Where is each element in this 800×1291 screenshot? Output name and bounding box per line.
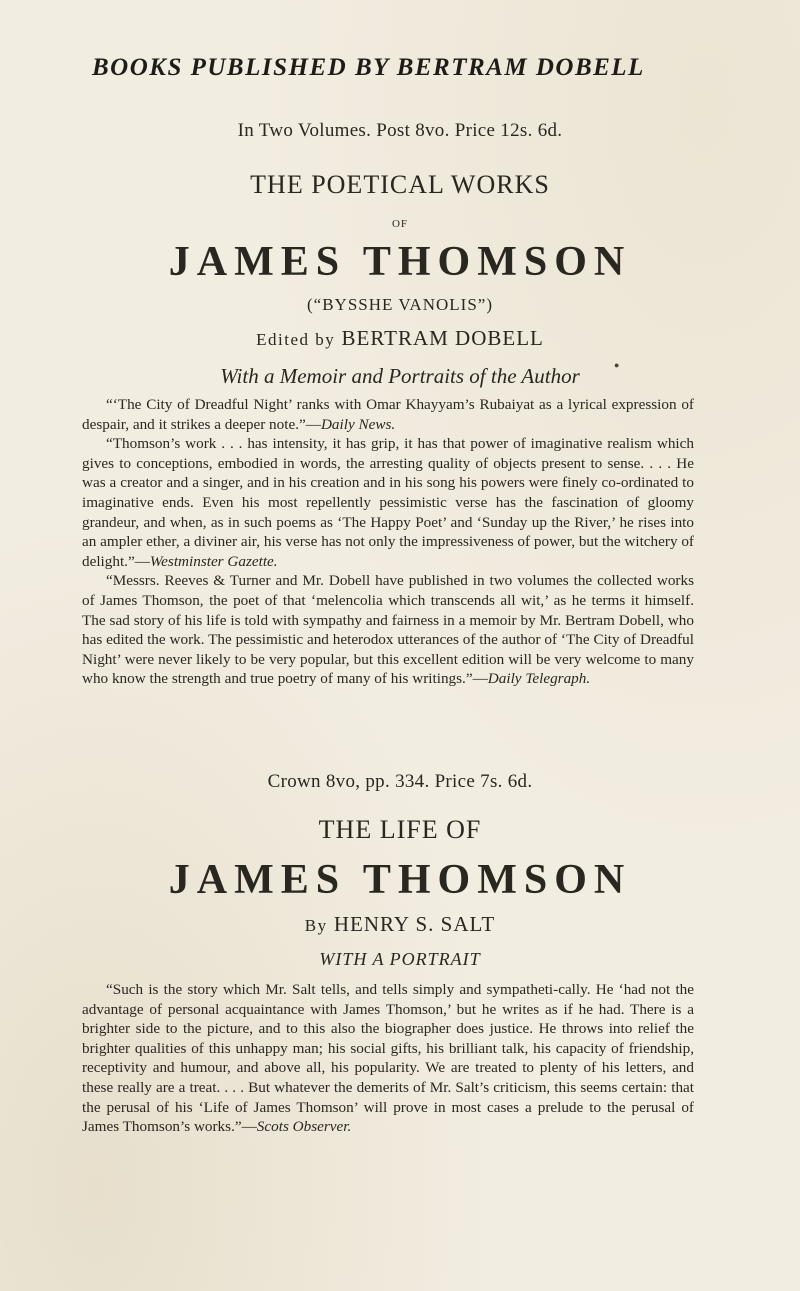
review-paragraph [82, 395, 694, 434]
book1-pseudonym: (“BYSSHE VANOLIS”) [307, 295, 493, 314]
book2-portrait-line: WITH A PORTRAIT [319, 949, 481, 969]
book1-title: THE POETICAL WORKS [250, 170, 550, 199]
printer-dot: ● [614, 360, 620, 370]
book1-reviews [82, 395, 694, 689]
review-text: “Messrs. Reeves & Turner and Mr. Dobell have published in two volumes the collected works of James Thomson, the poet of that ‘melencolia which transcends all wit,’ as he terms it himself. The sad story of his life is told with sympathy and fairness in a memoir by Mr. Bertram Dobell, who has edited the work. The pessimistic and heterodox utterances of the author of ‘The City of Dreadful Night’ were never likely to be very popular, but this excellent edition will be very welcome to many who know the strength and true poetry of many of his writings.”— [82, 572, 694, 688]
book2-byline [0, 912, 800, 937]
editor-name: BERTRAM DOBELL [341, 326, 544, 350]
review-source: Scots Observer. [256, 1118, 352, 1136]
book1-author: JAMES THOMSON [168, 239, 632, 285]
review-text: “Thomson’s work . . . has intensity, it has grip, it has that power of imaginative realism which gives to conceptions, embodied in words, the arresting quality of objects present to sense. . . . He was a creator and a singer, and in his creation and in his song his powers were finely co-ordinated to imaginative ends. Even his most repellently pessimistic verse has the fascination of gloomy grandeur, and when, as in such poems as ‘The Happy Poet’ and ‘Sunday up the River,’ he rises into an ampler ether, a diviner air, his verse has not only the impressiveness of power, but the witchery of delight.”— [82, 435, 694, 570]
review-source: Daily Telegraph. [487, 670, 591, 688]
review-text: “Such is the story which Mr. Salt tells, and tells simply and sympatheti-cally. He ‘had not the advantage of personal acquaintance with James Thomson,’ but he writes as if he had. There is a brighter side to the picture, and to this also the biographer does justice. He throws into relief the brighter qualities of this unhappy man; his social gifts, his brilliant talk, his capacity of friendship, receptivity and humour, and above all, his popularity. We are treated to plenty of his letters, and these really are a treat. . . . But whatever the demerits of Mr. Salt’s criticism, this seems certain: that the perusal of his ‘Life of James Thomson’ will prove in most cases a prelude to the perusal of James Thomson’s works.”— [82, 981, 694, 1136]
book2-edition-line: Crown 8vo, pp. 334. Price 7s. 6d. [267, 771, 533, 792]
review-paragraph [82, 434, 694, 571]
review-source: Daily News. [320, 415, 396, 433]
book1-edition-line: In Two Volumes. Post 8vo. Price 12s. 6d. [237, 120, 563, 141]
review-paragraph [82, 571, 694, 689]
book2-title: THE LIFE OF [318, 815, 482, 844]
book1-of: OF [391, 218, 409, 230]
review-text: “‘The City of Dreadful Night’ ranks with Omar Khayyam’s Rubaiyat as a lyrical expression of despair, and it strikes a deeper note.”— [82, 396, 694, 433]
review-source: Westminster Gazette. [149, 552, 278, 570]
by-label: By [304, 916, 328, 935]
review-paragraph [82, 980, 694, 1137]
running-head: BOOKS PUBLISHED BY BERTRAM DOBELL [92, 54, 645, 81]
book2-author: JAMES THOMSON [168, 857, 632, 903]
book1-memoir-line: With a Memoir and Portraits of the Author [220, 364, 580, 388]
biographer-name: HENRY S. SALT [333, 912, 496, 936]
edited-by-label: Edited by [256, 330, 336, 349]
book2-review [82, 980, 694, 1137]
book1-editor-line [0, 326, 800, 351]
